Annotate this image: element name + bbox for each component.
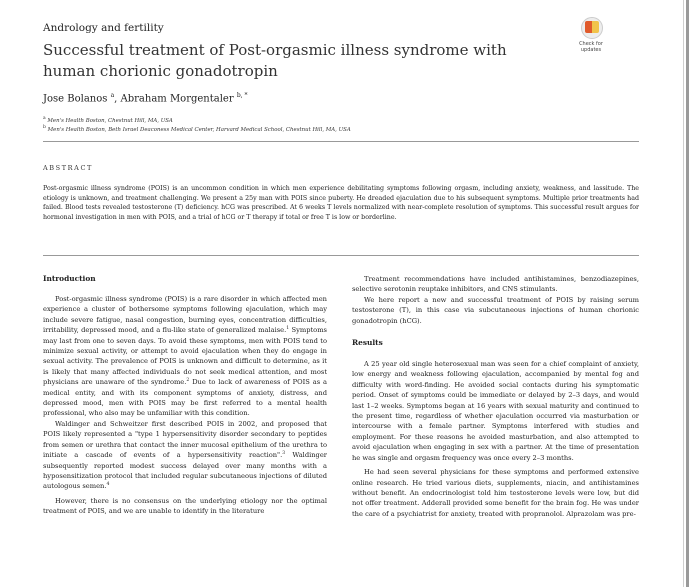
check-for-updates-icon [581,17,603,39]
reference-marker[interactable]: 1 [286,325,290,331]
introduction-paragraph-1: Post-orgasmic illness syndrome (POIS) is a rare disorder in which affected men experience a cluster of bothersome symptoms following ejaculation, which may include severe fatigue, nasal congestion, burning eyes, concentration difficulties, irritability, depressed mood, and a flu-like state of generalized malaise.$^1$ Symptoms may last from one to seven days. To avoid these symptoms, men with POIS tend to minimize sexual activity, or attempt to avoid ejaculation when they do engage in sexual activity. The prevalence of POIS is unknown and difficult to determine, as it is likely that many affected individuals do not seek medical attention, and most physicians are unaware of the syndrome.$^2$ Due to lack of awareness of POIS as a medical entity, and with its component symptoms of anxiety, distress, and depressed mood, men with POIS may be first referred to a mental health professional, who also may be unfamiliar with this condition. [43,295,327,418]
reference-marker[interactable]: 4 [106,482,110,488]
introduction-heading: Introduction [43,274,96,283]
page-edge-line [683,0,684,587]
author-affiliation-marker: b, * [236,92,248,99]
author-name[interactable]: Jose Bolanos [43,93,108,105]
abstract-heading: ABSTRACT [43,164,93,172]
right-column [352,274,639,519]
report-paragraph: We here report a new and successful treatment of POIS by raising serum testosterone (T), in this case via subcutaneous injections of human chorionic gonadotropin (hCG). [352,295,639,325]
divider [43,141,639,142]
reference-marker[interactable]: 2 [186,378,190,384]
results-paragraph-1: A 25 year old single heterosexual man was seen for a chief complaint of anxiety, low energy and weakness following ejaculation, accompanied by mental fog and difficulty with word-finding. He avoided social contacts during his symptomatic period. Onset of symptoms could be immediate or delayed by 2–3 days, and would last 1–2 weeks. Symptoms began at 16 years with sexual maturity and continued to the present time, regardless of whether ejaculation occurred via masturbation or intercourse with a female partner. Symptoms interfered with studies and employment. For these reasons he avoided masturbation, and also attempted to avoid ejaculation when engaging in sex with a partner. At the time of presentation he was single and orgasm frequency was once every 2–3 months. [352,360,639,462]
journal-section-label: Andrology and fertility [43,22,164,34]
divider [43,255,639,256]
check-for-updates-badge[interactable] [571,17,611,61]
results-heading: Results [352,338,383,348]
badge-label: Check for updates [579,41,603,53]
author-name[interactable]: Abraham Morgentaler [120,93,234,105]
article-title: Successful treatment of Post-orgasmic illness syndrome with human chorionic gonadotropin [43,41,507,80]
author-affiliation-marker: a [110,92,115,99]
results-paragraph-2: He had seen several physicians for these symptoms and performed extensive online research. He tried various diets, supplements, niacin, and antihistamines without benefit. An endocrinologist told him testosterone levels were low, but did not offer treatment. Adderall provided some benefit for the brain fog. He was under the care of a psychiatrist for anxiety, treated with propranolol. Alprazolam was pre- [352,468,639,518]
treatment-paragraph: Treatment recommendations have included antihistamines, benzodiazepines, selective serotonin reuptake inhibitors, and CNS stimulants. [352,275,639,294]
introduction-paragraph-3: However, there is no consensus on the underlying etiology nor the optimal treatment of POIS, and we are unable to identify in the literature [43,496,327,516]
author-list: Jose Bolanos $^a$, Abraham Morgentaler $^{b, *}$ [43,92,248,105]
affiliation-b: $^b$ Men's Health Boston, Beth Israel Deaconess Medical Center, Harvard Medical School, Chestnut Hill, MA, USA [43,125,351,133]
affiliation-a: $^a$ Men's Health Boston, Chestnut Hill, MA, USA [43,116,173,124]
left-column [43,274,327,517]
abstract-text: Post-orgasmic illness syndrome (POIS) is an uncommon condition in which men experience debilitating symptoms following orgasm, including anxiety, weakness, and lassitude. The etiology is unknown, and treatment challenging. We present a 25y man with POIS since puberty. He dreaded ejaculation due to his subsequent symptoms. Multiple prior treatments had failed. Blood tests revealed testosterone (T) deficiency. hCG was prescribed. At 6 weeks T levels normalized with near-complete resolution of symptoms. This successful result argues for hormonal investigation in men with POIS, and a trial of hCG or T therapy if total or free T is low or borderline. [43,185,639,221]
introduction-paragraph-2: Waldinger and Schweitzer first described POIS in 2002, and proposed that POIS likely represented a "type 1 hypersensitivity disorder secondary to peptides from semen or urethra that contact the inner mucosal epithelium of the urethra to initiate a cascade of events of a hypersensitivity reaction".$^3$ Waldinger subsequently reported modest success delayed over many months with a hyposensitization protocol that included regular subcutaneous injections of diluted autologous semen.$^4$ [43,419,327,491]
reference-marker[interactable]: 3 [282,450,286,456]
